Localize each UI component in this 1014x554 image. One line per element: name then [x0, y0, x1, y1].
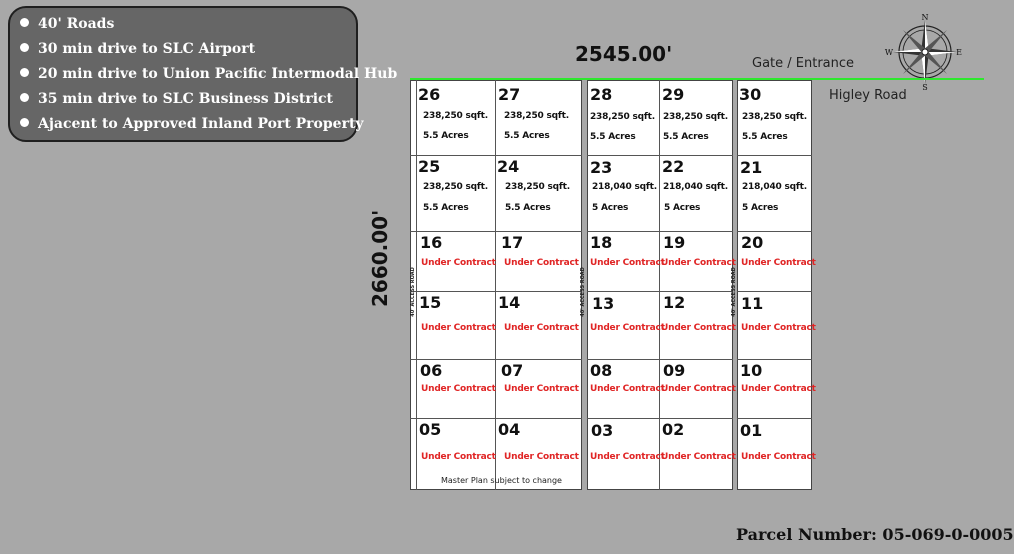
compass-e: E	[956, 48, 962, 57]
lot-number: 21	[740, 158, 763, 177]
lot-number: 24	[497, 157, 520, 176]
under-contract-label: Under Contract	[590, 384, 665, 394]
lot-number: 04	[498, 420, 521, 439]
under-contract-label: Under Contract	[504, 258, 579, 268]
lot-acres: 5 Acres	[742, 203, 779, 213]
lot-acres: 5.5 Acres	[663, 132, 709, 142]
access-road-edge	[416, 80, 417, 490]
access-road-label: 40' ACCESS ROAD	[410, 267, 416, 317]
bullet-icon	[20, 93, 29, 102]
row-divider	[737, 231, 812, 232]
feature-text: 30 min drive to SLC Airport	[38, 41, 256, 57]
under-contract-label: Under Contract	[504, 323, 579, 333]
lot-number: 15	[419, 293, 442, 312]
lot-number: 10	[740, 361, 763, 380]
lot-area: 218,040 sqft.	[663, 182, 728, 192]
row-divider	[410, 418, 582, 419]
lot-number: 16	[420, 233, 443, 252]
lot-number: 14	[498, 293, 521, 312]
bullet-icon	[20, 18, 29, 27]
feature-item	[20, 91, 333, 107]
lot-number: 02	[662, 420, 685, 439]
features-panel	[8, 6, 398, 142]
lot-area: 238,250 sqft.	[423, 182, 488, 192]
under-contract-label: Under Contract	[590, 323, 665, 333]
lot-number: 06	[420, 361, 443, 380]
feature-item	[20, 116, 364, 132]
bullet-icon	[20, 118, 29, 127]
row-divider	[410, 291, 582, 292]
feature-text: Ajacent to Approved Inland Port Property	[38, 116, 364, 132]
lot-acres: 5.5 Acres	[423, 131, 469, 141]
under-contract-label: Under Contract	[590, 452, 665, 462]
lot-number: 23	[590, 158, 613, 177]
row-divider	[587, 291, 733, 292]
lot-number: 26	[418, 85, 441, 104]
lot-area: 238,250 sqft.	[590, 112, 655, 122]
under-contract-label: Under Contract	[421, 452, 496, 462]
under-contract-label: Under Contract	[741, 323, 816, 333]
lot-acres: 5 Acres	[664, 203, 701, 213]
lot-number: 13	[592, 294, 615, 313]
lot-number: 08	[590, 361, 613, 380]
lot-number: 22	[662, 157, 685, 176]
under-contract-label: Under Contract	[661, 384, 736, 394]
compass-w: W	[884, 48, 894, 57]
lot-area: 218,040 sqft.	[742, 182, 807, 192]
row-divider	[737, 359, 812, 360]
under-contract-label: Under Contract	[421, 323, 496, 333]
compass-n: N	[921, 13, 929, 22]
lot-number: 17	[501, 233, 524, 252]
access-road-label: 40' ACCESS ROAD	[580, 267, 586, 317]
row-divider	[737, 291, 812, 292]
lot-number: 18	[590, 233, 613, 252]
lot-number: 30	[739, 85, 762, 104]
feature-text: 35 min drive to SLC Business District	[38, 91, 334, 107]
lot-area: 238,250 sqft.	[504, 111, 569, 121]
side-dimension: 2660.00'	[368, 209, 392, 307]
parcel-number: Parcel Number: 05-069-0-0005	[736, 525, 1014, 544]
lot-number: 05	[419, 420, 442, 439]
lot-acres: 5 Acres	[592, 203, 629, 213]
lot-number: 12	[663, 293, 686, 312]
row-divider	[410, 359, 582, 360]
under-contract-label: Under Contract	[741, 258, 816, 268]
under-contract-label: Under Contract	[504, 384, 579, 394]
feature-text: 20 min drive to Union Pacific Intermodal Hub	[38, 66, 398, 82]
lot-number: 29	[662, 85, 685, 104]
gate-label: Gate / Entrance	[752, 56, 855, 71]
lot-number: 01	[740, 421, 763, 440]
row-divider	[587, 231, 733, 232]
lot-number: 03	[591, 421, 614, 440]
bullet-icon	[20, 68, 29, 77]
lot-acres: 5.5 Acres	[590, 132, 636, 142]
lot-acres: 5.5 Acres	[505, 203, 551, 213]
row-divider	[410, 155, 582, 156]
row-divider	[587, 359, 733, 360]
feature-item	[20, 66, 397, 82]
lot-area: 238,250 sqft.	[663, 112, 728, 122]
under-contract-label: Under Contract	[421, 384, 496, 394]
row-divider	[587, 155, 733, 156]
lot-divider	[659, 80, 660, 490]
lot-number: 07	[501, 361, 524, 380]
lot-area: 238,250 sqft.	[423, 111, 488, 121]
lot-area: 218,040 sqft.	[592, 182, 657, 192]
lot-number: 20	[741, 233, 764, 252]
lot-area: 238,250 sqft.	[505, 182, 570, 192]
under-contract-label: Under Contract	[504, 452, 579, 462]
lot-acres: 5.5 Acres	[423, 203, 469, 213]
row-divider	[587, 418, 733, 419]
feature-item	[20, 16, 114, 32]
under-contract-label: Under Contract	[661, 452, 736, 462]
feature-text: 40' Roads	[38, 16, 115, 32]
lot-acres: 5.5 Acres	[742, 132, 788, 142]
row-divider	[737, 155, 812, 156]
under-contract-label: Under Contract	[741, 384, 816, 394]
lot-number: 28	[590, 85, 613, 104]
lot-acres: 5.5 Acres	[504, 131, 550, 141]
bullet-icon	[20, 43, 29, 52]
lot-number: 25	[418, 157, 441, 176]
lot-divider	[495, 80, 496, 490]
master-plan-note: Master Plan subject to change	[441, 476, 562, 485]
top-dimension: 2545.00'	[575, 42, 673, 66]
under-contract-label: Under Contract	[421, 258, 496, 268]
row-divider	[410, 231, 582, 232]
under-contract-label: Under Contract	[661, 258, 736, 268]
under-contract-label: Under Contract	[590, 258, 665, 268]
lot-number: 19	[663, 233, 686, 252]
feature-item	[20, 41, 255, 57]
lot-number: 09	[663, 361, 686, 380]
compass-s: S	[922, 83, 928, 92]
under-contract-label: Under Contract	[661, 323, 736, 333]
road-label: Higley Road	[829, 88, 907, 103]
access-road-label: 40' ACCESS ROAD	[731, 267, 737, 317]
lot-number: 27	[498, 85, 521, 104]
lot-area: 238,250 sqft.	[742, 112, 807, 122]
row-divider	[737, 418, 812, 419]
compass-rose-icon	[885, 12, 965, 92]
lot-number: 11	[741, 294, 764, 313]
under-contract-label: Under Contract	[741, 452, 816, 462]
